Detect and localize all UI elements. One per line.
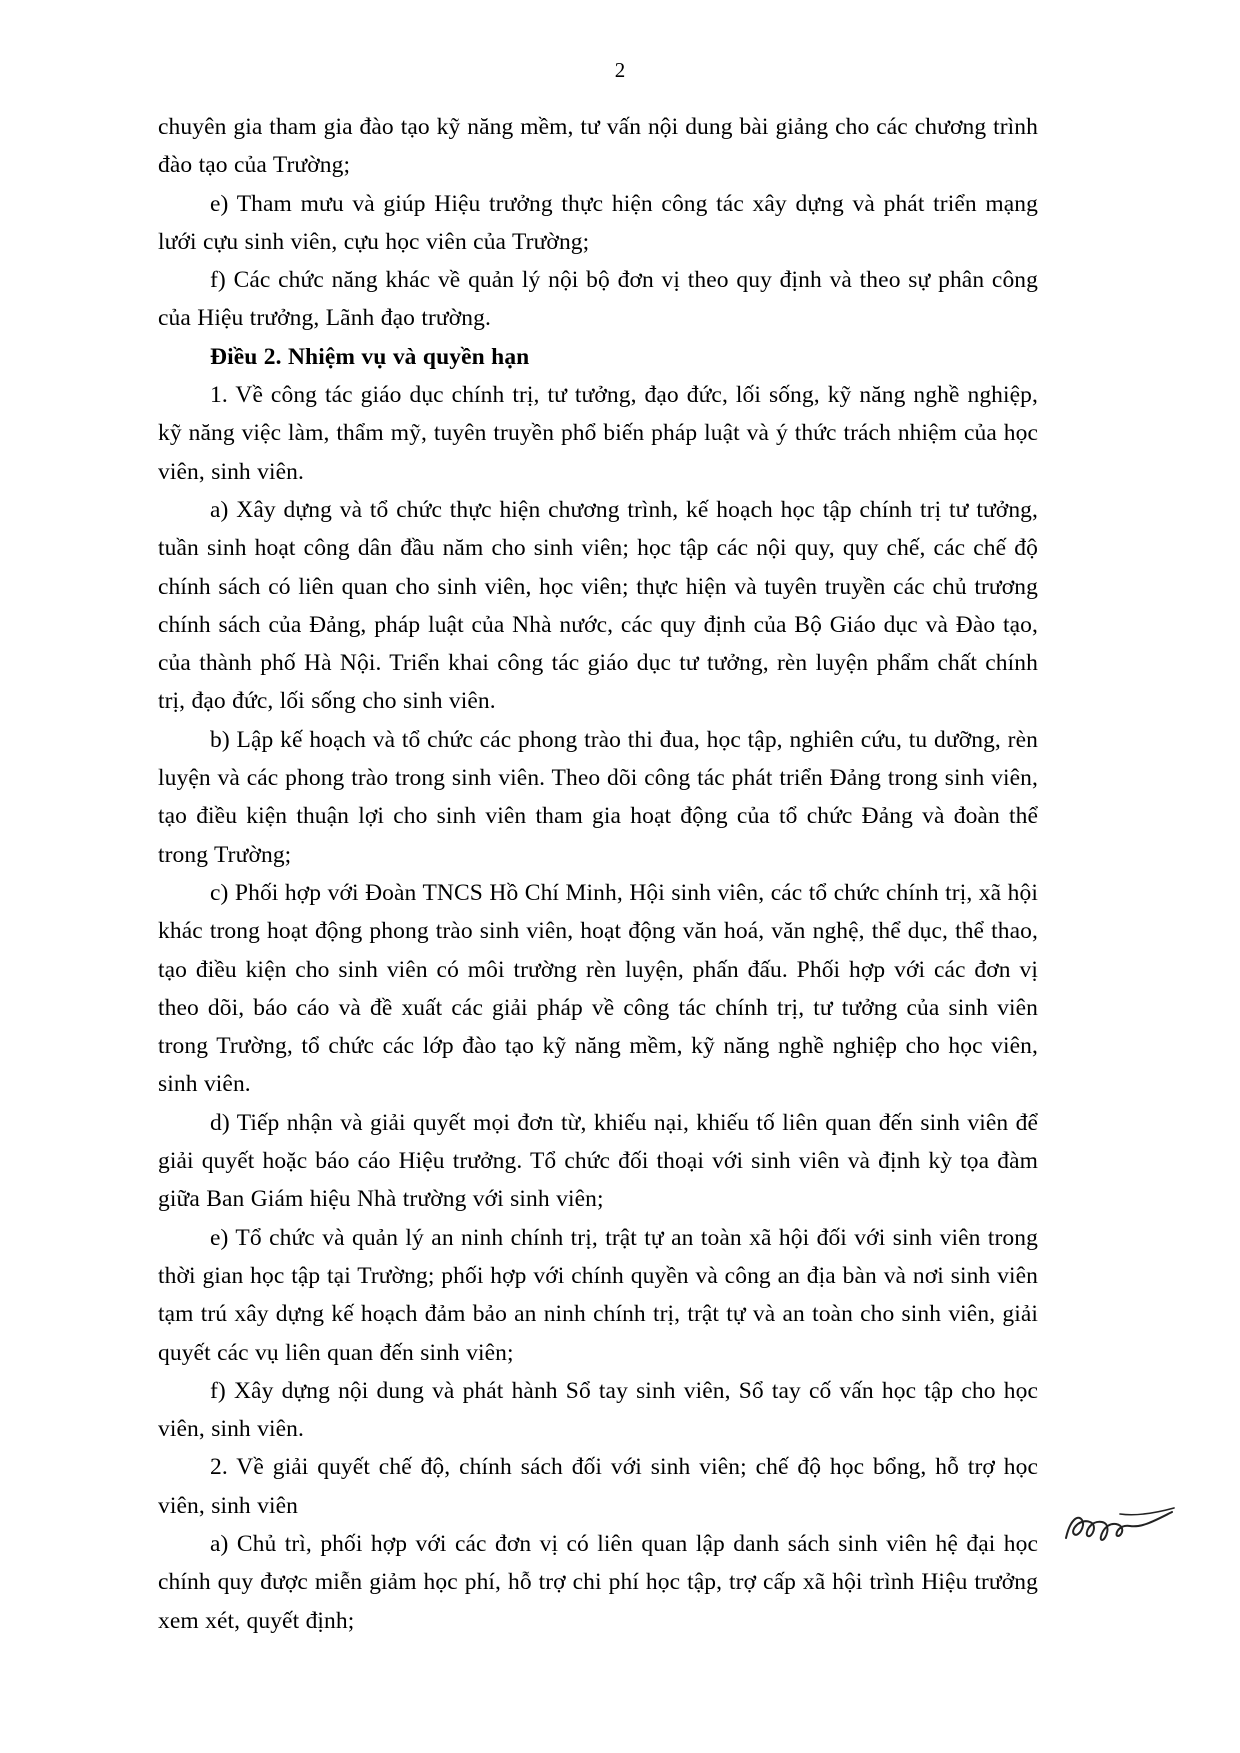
paragraph-item-2: 2. Về giải quyết chế độ, chính sách đối với sinh viên; chế độ học bổng, hỗ trợ học viên, sinh viên <box>158 1454 1038 1519</box>
section-heading-dieu-2: Điều 2. Nhiệm vụ và quyền hạn <box>210 343 530 370</box>
paragraph-item-1e: e) Tổ chức và quản lý an ninh chính trị, trật tự an toàn xã hội đối với sinh viên trong thời gian học tập tại Trường; phối hợp với chính quyền và công an địa bàn và nơi sinh viên tạm trú xây dựng kế hoạch đảm bảo an ninh chính trị, trật tự và an toàn cho sinh viên, giải quyết các vụ liên quan đến sinh viên; <box>158 1224 1038 1366</box>
paragraph-continued: chuyên gia tham gia đào tạo kỹ năng mềm, tư vấn nội dung bài giảng cho các chương trình đào tạo của Trường; <box>158 114 1038 179</box>
paragraph-item-1a: a) Xây dựng và tổ chức thực hiện chương trình, kế hoạch học tập chính trị tư tưởng, tuần sinh hoạt công dân đầu năm cho sinh viên; học tập các nội quy, quy chế, các chế độ chính sách có liên quan cho sinh viên, học viên; thực hiện và tuyên truyền các chủ trương chính sách của Đảng, pháp luật của Nhà nước, các quy định của Bộ Giáo dục và Đào tạo, của thành phố Hà Nội. Triển khai công tác giáo dục tư tưởng, rèn luyện phẩm chất chính trị, đạo đức, lối sống cho sinh viên. <box>158 496 1038 715</box>
paragraph-e: e) Tham mưu và giúp Hiệu trưởng thực hiện công tác xây dựng và phát triển mạng lưới cựu sinh viên, cựu học viên của Trường; <box>158 190 1038 255</box>
paragraph-item-1f: f) Xây dựng nội dung và phát hành Sổ tay sinh viên, Sổ tay cố vấn học tập cho học viên, sinh viên. <box>158 1377 1038 1443</box>
paragraph-item-1b: b) Lập kế hoạch và tổ chức các phong trào thi đua, học tập, nghiên cứu, tu dưỡng, rèn luyện và các phong trào trong sinh viên. Theo dõi công tác phát triển Đảng trong sinh viên, tạo điều kiện thuận lợi cho sinh viên tham gia hoạt động của tổ chức Đảng và đoàn thể trong Trường; <box>158 726 1038 868</box>
page-number: 2 <box>614 58 626 82</box>
document-body <box>158 108 1038 1640</box>
paragraph-item-2a: a) Chủ trì, phối hợp với các đơn vị có liên quan lập danh sách sinh viên hệ đại học chính quy được miễn giảm học phí, hỗ trợ chi phí học tập, trợ cấp xã hội trình Hiệu trưởng xem xét, quyết định; <box>158 1530 1038 1634</box>
paragraph-item-1d: d) Tiếp nhận và giải quyết mọi đơn từ, khiếu nại, khiếu tố liên quan đến sinh viên để giải quyết hoặc báo cáo Hiệu trưởng. Tổ chức đối thoại với sinh viên và định kỳ tọa đàm giữa Ban Giám hiệu Nhà trường với sinh viên; <box>158 1109 1038 1213</box>
paragraph-item-1c: c) Phối hợp với Đoàn TNCS Hồ Chí Minh, Hội sinh viên, các tổ chức chính trị, xã hội khác trong hoạt động phong trào sinh viên, hoạt động văn hoá, văn nghệ, thể dục, thể thao, tạo điều kiện cho sinh viên có môi trường rèn luyện, phấn đấu. Phối hợp với các đơn vị theo dõi, báo cáo và đề xuất các giải pháp về công tác chính trị, tư tưởng của sinh viên trong Trường, tổ chức các lớp đào tạo kỹ năng mềm, kỹ năng nghề nghiệp cho học viên, sinh viên. <box>158 879 1038 1098</box>
paragraph-item-1: 1. Về công tác giáo dục chính trị, tư tưởng, đạo đức, lối sống, kỹ năng nghề nghiệp, kỹ năng việc làm, thẩm mỹ, tuyên truyền phổ biến pháp luật và ý thức trách nhiệm của học viên, sinh viên. <box>158 382 1038 485</box>
paragraph-f: f) Các chức năng khác về quản lý nội bộ đơn vị theo quy định và theo sự phân công của Hiệu trưởng, Lãnh đạo trường. <box>158 267 1038 332</box>
signature-icon <box>1060 1498 1180 1548</box>
